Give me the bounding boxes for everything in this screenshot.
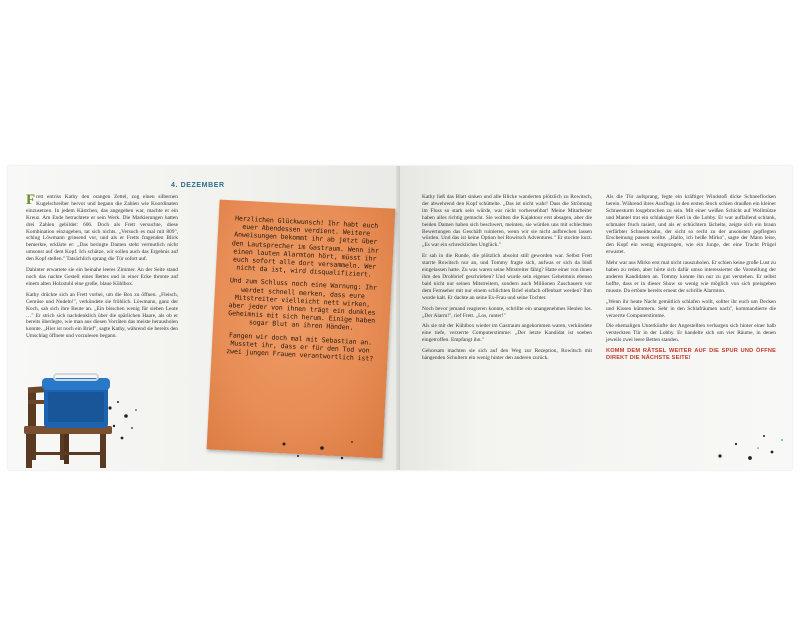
paragraph: „Wenn ihr heute Nacht gemütlich schlafen wollt, sollter ihr euch um Decken und Kissen kümmern. Sehr in den Schlafräumen nach", kommandierte die verzerrte Computerstimme. — [606, 298, 776, 319]
note-text — [223, 214, 382, 368]
paragraph: Frett entriss Kathy den orangen Zettel, zog einen silbernen Kugelschreiber hervor und begann die Zahlen wie Koordinaten einzusetzen. In jedem Kästchen, das angegeben war, machte er ein Kreuz. Am Ende betrachtete er sein Werk. Die Markierungen hatten drei Zahlen gebildet: 606. Doch als Frett versuchte, diese Kombination einzugeben, tat sich nichts. „Versuch es mal mit 809", schlug Löwmann grinsend vor, und als er Fretts fragenden Blick bemerkte, erklärte er: „Das beringte Damen steht vermutlich nicht umsonst auf dem Kopf. Ich schätze, wir sollen auch das Ergebnis auf den Kopf stellen." Tatsächlich sprang die Tür sofort auf. — [26, 192, 178, 263]
right-page — [400, 166, 792, 470]
paragraph: Kathy drückte sich an Frett vorbei, um die Box zu öffnen. „Fleisch, Gemüse und Nudeln!", verkündete sie fröhlich. Löwmann, ganz der Koch, sah sich ihre Beute an. „Ein bisschen wenig für sieben Leute …" Er strich sich nachdenklich über die spärlichen Haare, als ob er bereits überlegte, wie man aus diesen Vorräten das meiste herausholen konnte. „Hier ist noch ein Brief", sagte Kathy, während sie bereits den Umschlag öffnete und vorzulesen begann. — [26, 291, 178, 340]
right-text-column-2 — [606, 194, 776, 366]
ink-splatter — [278, 436, 358, 466]
ink-splatter — [104, 398, 144, 448]
ink-splatter — [710, 426, 790, 466]
drop-cap: F — [26, 192, 36, 208]
note-paragraph: Herzlichen Glückwunsch! Ihr habt euch euer Abendessen verdient. Weitere Anweisungen bekommt ihr ab jetzt über den Lautsprecher im Gastraum. Wenn ihr einen lauten Alarmton hört, müsst ihr euch sofort alle dort versammeln. Wer nicht da ist, wird disqualifiziert. — [231, 214, 379, 279]
paragraph: Noch bevor jemand reagieren konnte, schrillte ein unangenehmes Heulen los. „Der Alarm!", rief Frett. „Los, runter!" — [422, 305, 592, 319]
book-spread — [8, 166, 792, 470]
left-text-column — [26, 194, 178, 344]
paragraph: Er sah in die Runde, die plötzlich absolut still geworden war. Selbst Frett starrte Rowitsch nur an, und Tommy fragte sich, aufwas er sich da bloß eingelassen hatte. Zu was waren seine Mitstreiter fähig? Hatte einer von ihnen ihm den Drohbrief geschrieben? Und wurde sein eigenes Geheimnis ebenso bald nicht nur seinen Mitstreitern, sondern auch Millionen Zuschauern vor dem Fernseher mit nur einem schlichten Brief einfach offenbart werden? Ihm wurde kalt. Er dachte an seine Ex-Frau und seine Tochter. — [422, 253, 592, 301]
paragraph: Als sie mit der Kühlbox wieder im Gastraum angekommen waren, verkündete eine tiefe, verzerrte Computerstimme: „Der letzte Kandidat ist soeben eingetroffen. Empfangt ihn." — [422, 323, 592, 344]
date-heading: 4. DEZEMBER — [171, 182, 225, 189]
paragraph: Als die Tür aufsprang, fegte ein kräftiger Windstoß dicke Schneeflocken herein. Während ihres Ausflugs in den ersten Stock schien draußen ein kleiner Schneesturm losgebrochen zu sein. Mit einer weißen Schicht auf Wollmütze und Mantel trat ein schlaksiger Kerl in die Lobby. Er war auffallend schlank, schmaler fruch rasiert, und als er schüchtern lächelte, zeigte sich ein braun verfärbter Schneidezahn, der sicht so recht zu der ansonsten gepflegten Erscheinung passen wollte. „Hallo, ich heiße Mirko", sagte der Mann leise, den Kopf ein wenig eingezogen, wie ein Junge, der eine Tracht Prügel erwartet. — [606, 194, 776, 256]
paragraph: Mehr war aus Mirko erst mal nicht rauszuholen. Er schien keine große Lust zu haben zu reden, aber hörte sich dafür umso interessierter die Vorstellung der anderen Kandidaten an. Tommy konnte ihn nur zu gut verstehen. Er selbst hoffte, dass er in dieser Show so wenig wie möglich von sich preisgeben musste. Da ertönte bereits erneut der schrille Alarmton. — [606, 260, 776, 294]
note-paragraph: Fangen wir doch mal mit Sebastian an. Musstet ihr, dass er für den Tod von zwei jungen Frauen verantwortlich ist? — [225, 330, 374, 363]
right-text-column-1 — [422, 194, 592, 366]
paragraph: Kathy ließ das Blatt sinken und alle Blicke wanderten plötzlich zu Rowitsch, der abwehrend den Kopf schüttelte. „Das ist nicht wahr! Dass die Strömung im Fluss so stark sein würde, war nicht vorhersehbar! Meine Mitarbeiter haben alles richtig gemacht. Sie wollten die Kajaktour erst absagen, aber die beiden Damen haben sich beschwert, meinten, sie würden uns mit schlechten Bewertungen das Geschäft ruinieren, wenn wir sie nicht aufbrechen lassen würden. Und das ist keine Option bei Rowitsch Adventures." Er stockte kurz. „Es war ein schreckliches Unglück." — [422, 194, 592, 249]
orange-note — [207, 200, 396, 459]
left-page — [8, 166, 400, 470]
paragraph: Dahinter erwartete sie ein beinahe leeres Zimmer. An der Seite stand noch das nackte Gestell eines Bettes und in einer Ecke thronte auf einem alten Holzstuhl eine große, blaue Kühlbox. — [26, 267, 178, 287]
note-paragraph: Und zum Schluss noch eine Warnung: Ihr werdet schnell merken, dass eure Mitstreiter vielleicht nett wirken, aber jeder von ihnen trägt ein dunkles Geheimnis mit sich herum. Einige haben sogar Blut an ihren Händen. — [227, 276, 377, 333]
cooler-box-illustration — [42, 374, 110, 428]
paragraph: Die ehemaligen Unterkünfte der Angestellten verbargen sich hinter einer halb versteckten Tür in der Lobby. Er handelte sich um vier Räume, in denen jeweils zwei leere Betten standen. — [606, 323, 776, 344]
paragraph: Gehorsam machten sie sich auf den Weg zur Rezeption, Rowitsch mit hängenden Schultern ein wenig hinter den anderen zurück. — [422, 348, 592, 362]
closing-instruction: KOMM DEM RÄTSEL WEITER AUF DIE SPUR UND ÖFFNE DIREKT DIE NÄCHSTE SEITE! — [606, 348, 776, 362]
